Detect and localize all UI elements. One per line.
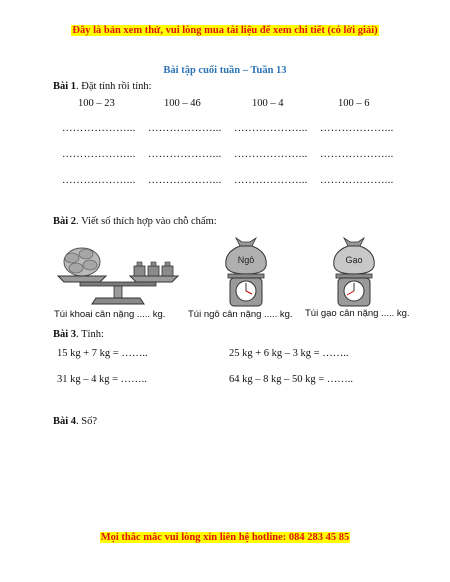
answer-blank: ………………... <box>320 149 394 160</box>
bai3-instruction: . Tính: <box>76 329 104 340</box>
problem-1: 100 – 23 <box>78 98 115 109</box>
answer-blank: ………………... <box>320 123 394 134</box>
problem-2: 100 – 46 <box>164 98 201 109</box>
bai3-heading <box>53 329 104 340</box>
answer-blank: ………………... <box>148 175 222 186</box>
hotline-notice: Mọi thắc mắc vui lòng xin liên hệ hotline: 084 283 45 85 <box>100 532 350 543</box>
problem-3: 100 – 4 <box>252 98 284 109</box>
weights <box>134 262 173 276</box>
answer-blank: ………………... <box>148 123 222 134</box>
bag-label-corn: Ngô <box>237 255 255 265</box>
bag-label-rice: Gạo <box>345 255 363 265</box>
bai4-instruction: . Số? <box>76 416 98 427</box>
rice-bag-scale-illustration <box>326 232 382 308</box>
caption-corn: Túi ngô cân nặng ..... kg. <box>188 309 293 320</box>
corn-bag-scale-illustration <box>218 232 274 308</box>
worksheet-title: Bài tập cuối tuần – Tuần 13 <box>163 65 287 76</box>
answer-blank: ………………... <box>62 175 136 186</box>
calc-item-4: 64 kg – 8 kg – 50 kg = …….. <box>229 374 354 385</box>
potato-pile <box>64 248 100 276</box>
calc-item-2: 25 kg + 6 kg – 3 kg = …….. <box>229 348 349 359</box>
bai2-instruction: . Viết số thích hợp vào chỗ chấm: <box>76 216 217 227</box>
answer-blank: ………………... <box>234 175 308 186</box>
caption-potato: Túi khoai cân nặng ..... kg. <box>54 309 166 320</box>
bai2-label: Bài 2 <box>53 216 77 227</box>
answer-blank: ………………... <box>234 149 308 160</box>
bai1-heading <box>53 81 152 92</box>
problem-4: 100 – 6 <box>338 98 370 109</box>
balance-scale-illustration <box>50 240 185 306</box>
answer-blank: ………………... <box>62 123 136 134</box>
answer-blank: ………………... <box>320 175 394 186</box>
answer-blank: ………………... <box>148 149 222 160</box>
calc-item-3: 31 kg – 4 kg = …….. <box>57 374 147 385</box>
answer-blank: ………………... <box>234 123 308 134</box>
bai1-instruction: . Đặt tính rồi tính: <box>76 81 152 92</box>
bai1-label: Bài 1 <box>53 81 77 92</box>
preview-notice: Đây là bản xem thử, vui lòng mua tài liệu để xem chi tiết (có lời giải) <box>72 25 378 36</box>
answer-blank: ………………... <box>62 149 136 160</box>
calc-item-1: 15 kg + 7 kg = …….. <box>57 348 148 359</box>
caption-rice: Túi gạo cân nặng ..... kg. <box>305 308 410 319</box>
bai4-heading <box>53 416 97 427</box>
bai4-label: Bài 4 <box>53 416 77 427</box>
bai3-label: Bài 3 <box>53 329 77 340</box>
bai2-heading <box>53 216 217 227</box>
